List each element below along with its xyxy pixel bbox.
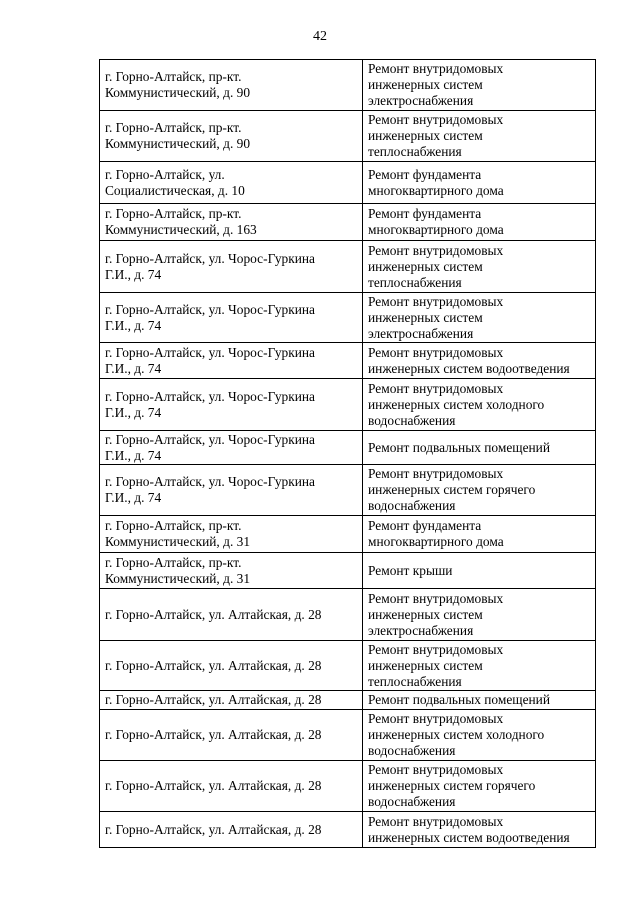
address-cell: г. Горно-Алтайск, ул. Социалистическая, д. 10 [100, 162, 363, 204]
table-row [100, 516, 596, 553]
work-type-cell: Ремонт фундамента многоквартирного дома [363, 162, 596, 204]
work-type-cell: Ремонт внутридомовых инженерных систем теплоснабжения [363, 241, 596, 293]
table-row [100, 465, 596, 516]
address-cell: г. Горно-Алтайск, ул. Чорос-Гуркина Г.И., д. 74 [100, 379, 363, 431]
work-type-cell: Ремонт подвальных помещений [363, 431, 596, 465]
table-row [100, 431, 596, 465]
table-row [100, 60, 596, 111]
address-cell: г. Горно-Алтайск, ул. Чорос-Гуркина Г.И., д. 74 [100, 465, 363, 516]
work-type-cell: Ремонт внутридомовых инженерных систем электроснабжения [363, 589, 596, 641]
table-row [100, 343, 596, 379]
address-cell: г. Горно-Алтайск, ул. Чорос-Гуркина Г.И., д. 74 [100, 241, 363, 293]
address-cell: г. Горно-Алтайск, пр-кт. Коммунистический, д. 31 [100, 516, 363, 553]
work-type-cell: Ремонт внутридомовых инженерных систем холодного водоснабжения [363, 379, 596, 431]
work-type-cell: Ремонт внутридомовых инженерных систем теплоснабжения [363, 111, 596, 162]
address-cell: г. Горно-Алтайск, ул. Чорос-Гуркина Г.И., д. 74 [100, 431, 363, 465]
address-cell: г. Горно-Алтайск, пр-кт. Коммунистический, д. 163 [100, 204, 363, 241]
address-cell: г. Горно-Алтайск, пр-кт. Коммунистический, д. 31 [100, 553, 363, 589]
work-type-cell: Ремонт крыши [363, 553, 596, 589]
table-row [100, 589, 596, 641]
work-type-cell: Ремонт фундамента многоквартирного дома [363, 204, 596, 241]
table-row [100, 111, 596, 162]
address-cell: г. Горно-Алтайск, ул. Алтайская, д. 28 [100, 761, 363, 812]
table-row [100, 761, 596, 812]
work-type-cell: Ремонт внутридомовых инженерных систем водоотведения [363, 343, 596, 379]
table-row [100, 379, 596, 431]
address-cell: г. Горно-Алтайск, ул. Чорос-Гуркина Г.И., д. 74 [100, 293, 363, 343]
table-row [100, 293, 596, 343]
address-cell: г. Горно-Алтайск, ул. Алтайская, д. 28 [100, 589, 363, 641]
work-type-cell: Ремонт внутридомовых инженерных систем холодного водоснабжения [363, 710, 596, 761]
table-row [100, 204, 596, 241]
table-row [100, 691, 596, 710]
address-cell: г. Горно-Алтайск, пр-кт. Коммунистический, д. 90 [100, 111, 363, 162]
table-row [100, 641, 596, 691]
address-cell: г. Горно-Алтайск, ул. Алтайская, д. 28 [100, 710, 363, 761]
address-cell: г. Горно-Алтайск, пр-кт. Коммунистический, д. 90 [100, 60, 363, 111]
address-cell: г. Горно-Алтайск, ул. Алтайская, д. 28 [100, 691, 363, 710]
work-type-cell: Ремонт внутридомовых инженерных систем электроснабжения [363, 293, 596, 343]
work-type-cell: Ремонт подвальных помещений [363, 691, 596, 710]
address-cell: г. Горно-Алтайск, ул. Алтайская, д. 28 [100, 641, 363, 691]
work-type-cell: Ремонт внутридомовых инженерных систем горячего водоснабжения [363, 761, 596, 812]
table-row [100, 162, 596, 204]
work-type-cell: Ремонт внутридомовых инженерных систем электроснабжения [363, 60, 596, 111]
work-type-cell: Ремонт внутридомовых инженерных систем теплоснабжения [363, 641, 596, 691]
address-cell: г. Горно-Алтайск, ул. Чорос-Гуркина Г.И., д. 74 [100, 343, 363, 379]
work-type-cell: Ремонт внутридомовых инженерных систем горячего водоснабжения [363, 465, 596, 516]
work-type-cell: Ремонт внутридомовых инженерных систем водоотведения [363, 812, 596, 848]
table-row [100, 710, 596, 761]
table-row [100, 812, 596, 848]
address-cell: г. Горно-Алтайск, ул. Алтайская, д. 28 [100, 812, 363, 848]
work-type-cell: Ремонт фундамента многоквартирного дома [363, 516, 596, 553]
repair-works-table [99, 59, 596, 848]
table-row [100, 553, 596, 589]
page-number: 42 [313, 29, 327, 44]
table-row [100, 241, 596, 293]
